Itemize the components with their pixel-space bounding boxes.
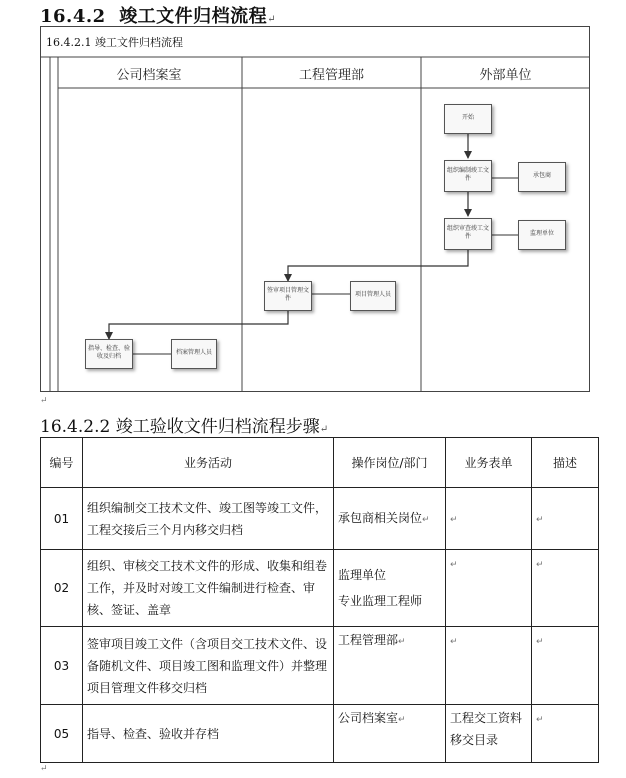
paragraph-mark: ↵ (40, 396, 48, 406)
cell-activity: 组织、审核交工技术文件的形成、收集和组卷工作，并及时对竣工文件编制进行检查、审核、签证、盖章 (83, 550, 334, 627)
cell-activity: 指导、检查、验收并存档 (83, 705, 334, 763)
paragraph-mark: ↵ (450, 560, 458, 570)
cell-form (446, 488, 532, 550)
node-organize: 组织编制竣工文件 (444, 160, 492, 192)
subsection-heading (40, 412, 328, 437)
table-header-row (41, 438, 599, 488)
section-title: 竣工文件归档流程 (119, 6, 268, 27)
table-row (41, 488, 599, 550)
paragraph-mark: ↵ (536, 715, 544, 725)
section-number: 16.4.2 (40, 6, 106, 27)
cell-form: 工程交工资料移交目录 (446, 705, 532, 763)
cell-desc (532, 550, 599, 627)
node-start: 开始 (444, 104, 492, 134)
paragraph-mark: ↵ (536, 514, 544, 525)
lane-header-archive: 公司档案室 (116, 67, 182, 82)
cell-post-line: 承包商相关岗位 (338, 510, 423, 525)
subsection-title: 16.4.2.2 竣工验收文件归档流程步骤 (40, 417, 320, 437)
node-contractor: 承包商 (518, 162, 566, 192)
paragraph-mark: ↵ (536, 560, 544, 570)
cell-desc (532, 488, 599, 550)
cell-number: 03 (41, 627, 83, 705)
section-heading (40, 2, 276, 28)
paragraph-mark: ↵ (398, 715, 406, 725)
paragraph-mark: ↵ (319, 424, 329, 435)
cell-post-line: 公司档案室 (338, 711, 399, 725)
node-supervisor: 监理单位 (518, 220, 566, 250)
cell-post (334, 705, 446, 763)
cell-form (446, 627, 532, 705)
paragraph-mark: ↵ (398, 637, 406, 647)
node-review: 组织审查竣工文件 (444, 218, 492, 250)
paragraph-mark: ↵ (422, 514, 430, 525)
node-guide: 指导、检查、验收及归档 (85, 339, 133, 369)
paragraph-mark: ↵ (40, 764, 48, 774)
table-row (41, 627, 599, 705)
cell-activity: 组织编制交工技术文件、竣工图等竣工文件，工程交接后三个月内移交归档 (83, 488, 334, 550)
cell-post-line: 监理单位 (338, 568, 387, 582)
flowchart-title: 16.4.2.1 竣工文件归档流程 (46, 36, 183, 49)
cell-post (334, 627, 446, 705)
cell-number: 02 (41, 550, 83, 627)
cell-post (334, 488, 446, 550)
lane-header-engineering: 工程管理部 (298, 67, 364, 82)
cell-post (334, 550, 446, 627)
table-row (41, 705, 599, 763)
paragraph-mark: ↵ (450, 514, 458, 525)
node-pm-staff: 项目管理人员 (350, 281, 396, 311)
table-row (41, 550, 599, 627)
cell-desc (532, 627, 599, 705)
cell-number: 05 (41, 705, 83, 763)
cell-post-line: 专业监理工程师 (338, 594, 423, 608)
lane-header-external: 外部单位 (479, 67, 532, 82)
header-desc: 描述 (532, 438, 599, 488)
header-number: 编号 (41, 438, 83, 488)
node-archive-staff: 档案管理人员 (171, 339, 217, 369)
header-activity: 业务活动 (83, 438, 334, 488)
header-post: 操作岗位/部门 (334, 438, 446, 488)
paragraph-mark: ↵ (267, 14, 277, 25)
steps-table (40, 437, 599, 763)
cell-post-line: 工程管理部 (338, 633, 399, 647)
cell-desc (532, 705, 599, 763)
paragraph-mark: ↵ (450, 637, 458, 647)
node-sign: 签审项目管理文件 (264, 281, 312, 311)
cell-form (446, 550, 532, 627)
cell-number: 01 (41, 488, 83, 550)
paragraph-mark: ↵ (536, 637, 544, 647)
cell-activity: 签审项目竣工文件（含项目交工技术文件、设备随机文件、项目竣工图和监理文件）并整理项目管理文件移交归档 (83, 627, 334, 705)
header-form: 业务表单 (446, 438, 532, 488)
